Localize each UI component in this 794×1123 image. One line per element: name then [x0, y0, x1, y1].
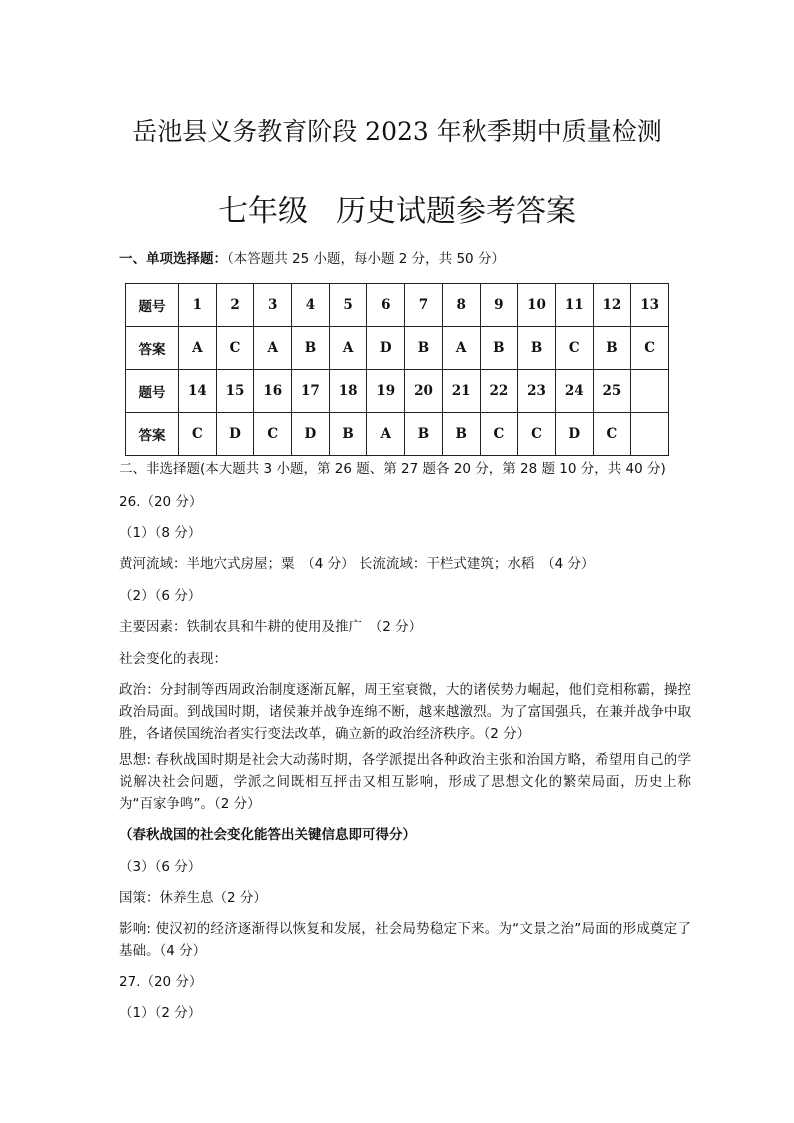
section2-note: (本大题共 3 小题，第 26 题、第 27 题各 20 分，第 28 题 10 分，共 40 分) — [200, 461, 666, 477]
section1-heading-line — [119, 248, 699, 270]
grade-label: 七年级 — [218, 194, 308, 229]
table-cell: B — [329, 413, 367, 456]
table-cell: 13 — [631, 284, 669, 327]
table-cell: 11 — [555, 284, 593, 327]
table-cell: 24 — [555, 370, 593, 413]
table-cell: A — [179, 327, 217, 370]
q26-part3-impact: 影响: 使汉初的经济逐渐得以恢复和发展，社会局势稳定下来。为“文景之治”局面的形成奠定了基础。（4 分） — [119, 921, 691, 959]
table-cell: C — [631, 327, 669, 370]
table-cell: 10 — [518, 284, 556, 327]
table-cell: 23 — [518, 370, 556, 413]
table-row-question-1 — [126, 284, 669, 327]
q26-part1-label: （1）（8 分） — [119, 525, 202, 541]
table-cell: C — [593, 413, 631, 456]
table-cell: 15 — [216, 370, 254, 413]
q26-part2-thought: 思想: 春秋战国时期是社会大动荡时期，各学派提出各种政治主张和治国方略，希望用自己的学说解决社会问题，学派之间既相互抨击又相互影响，形成了思想文化的繁荣局面，历史上称为“百家争鸣”。（2 分） — [119, 752, 691, 812]
table-cell: B — [405, 327, 443, 370]
table-cell: A — [367, 413, 405, 456]
table-cell-empty — [631, 413, 669, 456]
table-cell: 17 — [292, 370, 330, 413]
table-cell: 1 — [179, 284, 217, 327]
table-cell: C — [555, 327, 593, 370]
exam-title: 岳池县义务教育阶段 2023 年秋季期中质量检测 — [132, 117, 662, 146]
row-label-answer: 答案 — [126, 413, 179, 456]
table-cell: 14 — [179, 370, 217, 413]
answer-key-title — [0, 186, 794, 230]
section1-note: （本答题共 25 小题，每小题 2 分，共 50 分） — [227, 251, 505, 267]
table-cell: 22 — [480, 370, 518, 413]
q26-part2-grading-note: （春秋战国的社会变化能答出关键信息即可得分） — [119, 827, 416, 843]
table-row-answer-1 — [126, 327, 669, 370]
table-cell-empty — [631, 370, 669, 413]
table-cell: B — [593, 327, 631, 370]
q26-part2-social-heading: 社会变化的表现： — [119, 651, 227, 667]
table-cell: A — [329, 327, 367, 370]
table-cell: 18 — [329, 370, 367, 413]
table-cell: D — [216, 413, 254, 456]
q26-part2-label: （2）（6 分） — [119, 588, 202, 604]
table-cell: 20 — [405, 370, 443, 413]
subject-label: 历史试题参考答案 — [336, 194, 576, 229]
q27-part1-label: （1）（2 分） — [119, 1005, 202, 1021]
q27-label: 27.（20 分） — [119, 974, 203, 990]
q26-part2-main-factor: 主要因素：铁制农具和牛耕的使用及推广 （2 分） — [119, 619, 423, 635]
q26-part3-policy: 国策：休养生息（2 分） — [119, 890, 267, 906]
table-cell: 9 — [480, 284, 518, 327]
table-cell: C — [254, 413, 292, 456]
table-cell: 3 — [254, 284, 292, 327]
table-cell: B — [480, 327, 518, 370]
table-cell: 19 — [367, 370, 405, 413]
answer-table — [125, 283, 669, 456]
q26-part3-label: （3）（6 分） — [119, 859, 202, 875]
table-cell: D — [292, 413, 330, 456]
table-row-answer-2 — [126, 413, 669, 456]
table-cell: B — [442, 413, 480, 456]
table-cell: 7 — [405, 284, 443, 327]
table-cell: D — [367, 327, 405, 370]
table-cell: C — [179, 413, 217, 456]
section2-heading-line — [119, 458, 699, 480]
q26-part1-answer: 黄河流域：半地穴式房屋；粟 （4 分） 长流流域：干栏式建筑；水稻 （4 分） — [119, 556, 595, 572]
table-cell: 6 — [367, 284, 405, 327]
table-cell: 5 — [329, 284, 367, 327]
table-cell: 21 — [442, 370, 480, 413]
table-cell: D — [555, 413, 593, 456]
table-cell: A — [254, 327, 292, 370]
table-cell: A — [442, 327, 480, 370]
table-cell: 4 — [292, 284, 330, 327]
q26-label: 26.（20 分） — [119, 494, 203, 510]
table-row-question-2 — [126, 370, 669, 413]
table-cell: C — [480, 413, 518, 456]
table-cell: 16 — [254, 370, 292, 413]
table-cell: 25 — [593, 370, 631, 413]
table-cell: B — [292, 327, 330, 370]
table-cell: B — [405, 413, 443, 456]
table-cell: C — [216, 327, 254, 370]
table-cell: 12 — [593, 284, 631, 327]
table-cell: C — [518, 413, 556, 456]
row-label-answer: 答案 — [126, 327, 179, 370]
row-label-question: 题号 — [126, 284, 179, 327]
table-cell: B — [518, 327, 556, 370]
section2-heading: 二、非选择题 — [119, 461, 200, 477]
table-cell: 2 — [216, 284, 254, 327]
table-cell: 8 — [442, 284, 480, 327]
section1-heading: 一、单项选择题： — [119, 251, 227, 267]
q26-part2-politics: 政治：分封制等西周政治制度逐渐瓦解，周王室衰微，大的诸侯势力崛起，他们竞相称霸，操控政治局面。到战国时期，诸侯兼并战争连绵不断，越来越激烈。为了富国强兵，在兼并战争中取胜，各诸侯国统治者实行变法改革，确立新的政治经济秩序。（2 分） — [119, 682, 691, 742]
row-label-question: 题号 — [126, 370, 179, 413]
